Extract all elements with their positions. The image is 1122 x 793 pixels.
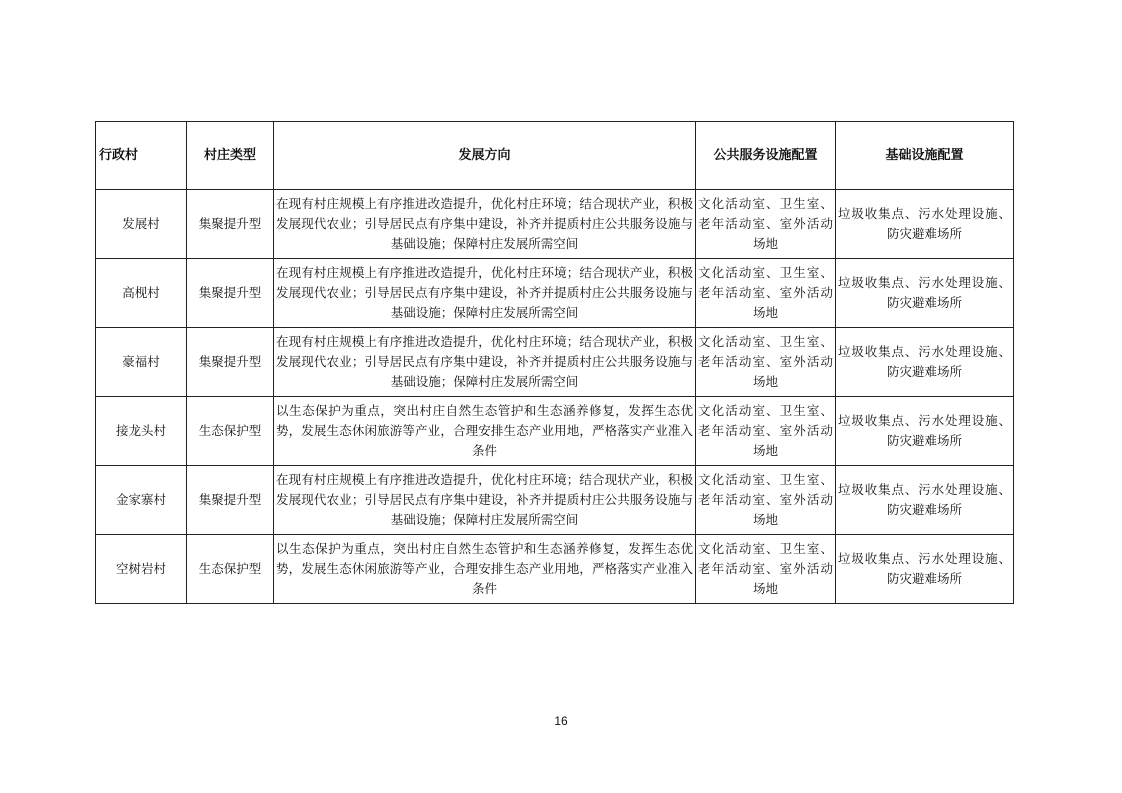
type-cell: 集聚提升型 [187, 190, 274, 259]
public-services-cell: 文化活动室、卫生室、老年活动室、室外活动场地 [696, 466, 836, 535]
village-cell: 接龙头村 [96, 397, 187, 466]
infrastructure-cell: 垃圾收集点、污水处理设施、防灾避难场所 [836, 466, 1014, 535]
type-cell: 生态保护型 [187, 397, 274, 466]
header-public-services: 公共服务设施配置 [696, 122, 836, 190]
public-services-cell: 文化活动室、卫生室、老年活动室、室外活动场地 [696, 328, 836, 397]
public-services-cell: 文化活动室、卫生室、老年活动室、室外活动场地 [696, 190, 836, 259]
village-cell: 空树岩村 [96, 535, 187, 604]
direction-cell: 在现有村庄规模上有序推进改造提升，优化村庄环境；结合现状产业，积极发展现代农业；引导居民点有序集中建设，补齐并提质村庄公共服务设施与基础设施；保障村庄发展所需空间 [274, 328, 696, 397]
type-cell: 集聚提升型 [187, 328, 274, 397]
infrastructure-cell: 垃圾收集点、污水处理设施、防灾避难场所 [836, 259, 1014, 328]
public-services-cell: 文化活动室、卫生室、老年活动室、室外活动场地 [696, 397, 836, 466]
type-cell: 集聚提升型 [187, 259, 274, 328]
table-row [96, 259, 1014, 328]
infrastructure-cell: 垃圾收集点、污水处理设施、防灾避难场所 [836, 535, 1014, 604]
direction-cell: 以生态保护为重点，突出村庄自然生态管护和生态涵养修复，发挥生态优势，发展生态休闲旅游等产业，合理安排生态产业用地，严格落实产业准入条件 [274, 535, 696, 604]
table-body [96, 190, 1014, 604]
infrastructure-cell: 垃圾收集点、污水处理设施、防灾避难场所 [836, 190, 1014, 259]
village-cell: 豪福村 [96, 328, 187, 397]
table-row [96, 190, 1014, 259]
table-row [96, 328, 1014, 397]
page-number: 16 [554, 714, 568, 728]
header-infrastructure: 基础设施配置 [836, 122, 1014, 190]
village-cell: 金家寨村 [96, 466, 187, 535]
direction-cell: 在现有村庄规模上有序推进改造提升，优化村庄环境；结合现状产业，积极发展现代农业；引导居民点有序集中建设，补齐并提质村庄公共服务设施与基础设施；保障村庄发展所需空间 [274, 466, 696, 535]
table-row [96, 466, 1014, 535]
table-row [96, 397, 1014, 466]
table-header [96, 122, 1014, 190]
infrastructure-cell: 垃圾收集点、污水处理设施、防灾避难场所 [836, 397, 1014, 466]
direction-cell: 以生态保护为重点，突出村庄自然生态管护和生态涵养修复，发挥生态优势，发展生态休闲旅游等产业，合理安排生态产业用地，严格落实产业准入条件 [274, 397, 696, 466]
public-services-cell: 文化活动室、卫生室、老年活动室、室外活动场地 [696, 535, 836, 604]
header-type: 村庄类型 [187, 122, 274, 190]
header-row [96, 122, 1014, 190]
table-row [96, 535, 1014, 604]
village-plan-table [95, 121, 1014, 604]
header-direction: 发展方向 [274, 122, 696, 190]
type-cell: 生态保护型 [187, 535, 274, 604]
type-cell: 集聚提升型 [187, 466, 274, 535]
public-services-cell: 文化活动室、卫生室、老年活动室、室外活动场地 [696, 259, 836, 328]
infrastructure-cell: 垃圾收集点、污水处理设施、防灾避难场所 [836, 328, 1014, 397]
village-cell: 发展村 [96, 190, 187, 259]
direction-cell: 在现有村庄规模上有序推进改造提升，优化村庄环境；结合现状产业，积极发展现代农业；引导居民点有序集中建设，补齐并提质村庄公共服务设施与基础设施；保障村庄发展所需空间 [274, 259, 696, 328]
direction-cell: 在现有村庄规模上有序推进改造提升，优化村庄环境；结合现状产业，积极发展现代农业；引导居民点有序集中建设，补齐并提质村庄公共服务设施与基础设施；保障村庄发展所需空间 [274, 190, 696, 259]
header-village: 行政村 [96, 122, 187, 190]
village-cell: 高枧村 [96, 259, 187, 328]
